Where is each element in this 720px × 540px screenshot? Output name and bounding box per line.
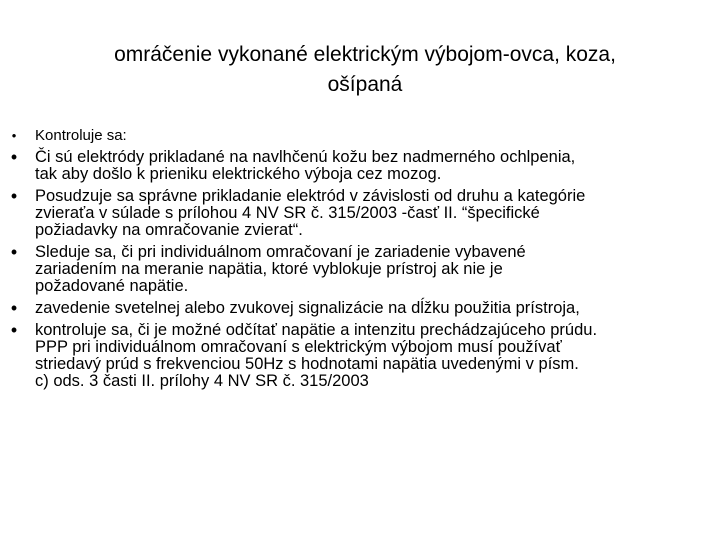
bullet-text: Posudzuje sa správne prikladanie elektród v závislosti od druhu a kategórie [35,187,586,205]
bullet-text: zariadením na meranie napätia, ktoré vyblokuje prístroj ak nie je [35,260,503,278]
title-line: omráčenie vykonané elektrickým výbojom-ovca, koza, [114,43,616,66]
bullet-dot-icon: • [10,186,18,206]
bullet-text: zavedenie svetelnej alebo zvukovej signalizácie na dĺžku použitia prístroja, [35,299,580,317]
bullet-item [8,300,714,317]
bullet-text: zvieraťa v súlade s prílohou 4 NV SR č. 315/2003 -časť II. “špecifické [35,204,540,222]
bullet-item-intro [8,126,714,145]
title-line: ošípaná [327,73,403,96]
bullet-text: požiadavky na omračovanie zvierat“. [35,221,303,239]
bullet-dot-icon: • [10,242,18,262]
bullet-dot-icon: • [10,147,18,167]
bullet-list [8,126,714,395]
bullet-text: tak aby došlo k prieniku elektrického výboja cez mozog. [35,165,442,183]
bullet-text: Kontroluje sa: [35,127,127,144]
bullet-text: striedavý prúd s frekvenciou 50Hz s hodnotami napätia uvedenými v písm. [35,355,579,373]
bullet-item [8,188,714,239]
bullet-text: požadované napätie. [35,277,189,295]
bullet-item [8,322,714,390]
bullet-item [8,244,714,295]
bullet-text: c) ods. 3 časti II. prílohy 4 NV SR č. 315/2003 [35,372,369,390]
slide-title [40,40,690,100]
bullet-text: PPP pri individuálnom omračovaní s elektrickým výbojom musí používať [35,338,562,356]
bullet-text: Sleduje sa, či pri individuálnom omračovaní je zariadenie vybavené [35,243,526,261]
bullet-text: kontroluje sa, či je možné odčítať napätie a intenzitu prechádzajúceho prúdu. [35,321,598,339]
bullet-item [8,149,714,183]
bullet-dot-icon: • [10,320,18,340]
bullet-text: Či sú elektródy prikladané na navlhčenú kožu bez nadmerného ochlpenia, [35,148,576,166]
bullet-dot-icon: • [11,128,17,143]
bullet-dot-icon: • [10,298,18,318]
